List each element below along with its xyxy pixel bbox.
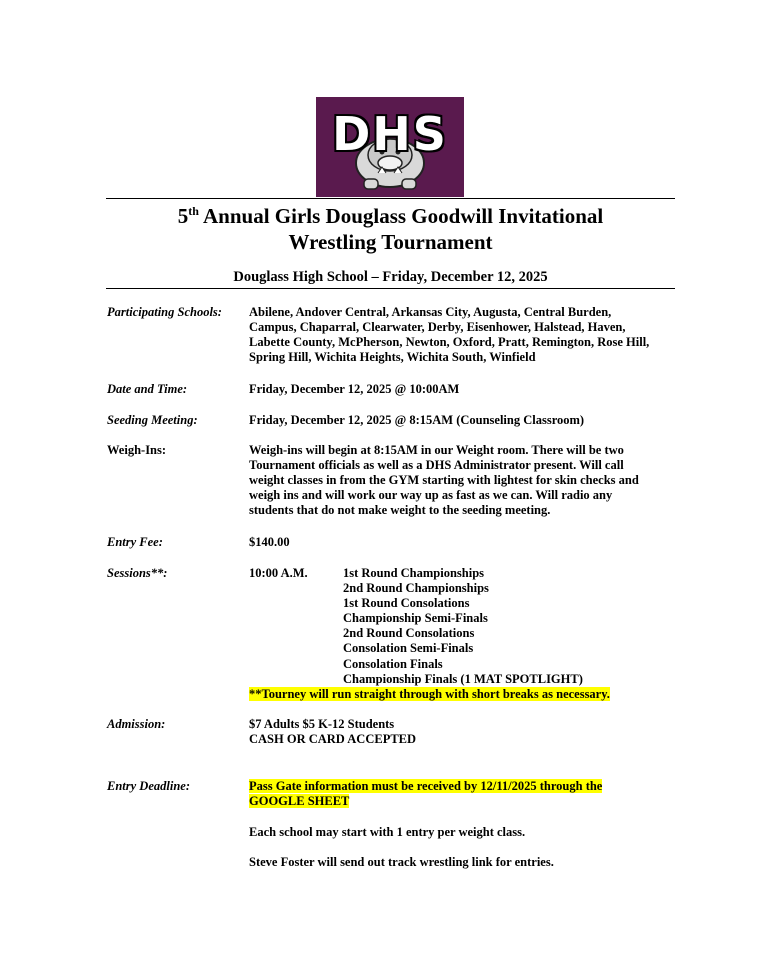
entry-note-2: Steve Foster will send out track wrestling link for entries. [249, 855, 554, 869]
seeding-value: Friday, December 12, 2025 @ 8:15AM (Counseling Classroom) [249, 413, 585, 427]
admission-value: $7 Adults $5 K-12 Students CASH OR CARD ACCEPTED [249, 717, 417, 746]
top-rule [106, 198, 675, 199]
list-item: 1st Round Consolations [343, 596, 470, 611]
admission-label: Admission: [107, 717, 166, 731]
list-item: Championship Finals (1 MAT SPOTLIGHT) [343, 671, 583, 686]
participating-value: Abilene, Andover Central, Arkansas City, Augusta, Central Burden, Campus, Chaparral, Clearwater, Derby, Eisenhower, Halstead, Haven, Labette County, McPherson, Newton, Oxford, Pratt, Remington, Rose Hill, Spring Hill, Wichita Heights, Wichita South, Winfield [249, 305, 650, 364]
session-rounds [343, 566, 583, 687]
list-item: 2nd Round Championships [343, 581, 489, 596]
entry-deadline-label: Entry Deadline: [107, 779, 190, 793]
entry-deadline-value: Pass Gate information must be received by 12/11/2025 through the GOOGLE SHEET [249, 779, 603, 808]
participating-label: Participating Schools: [107, 305, 222, 319]
list-item: Consolation Finals [343, 656, 443, 671]
sessions-note: **Tourney will run straight through with short breaks as necessary. [249, 687, 610, 701]
weigh-ins-value: Weigh-ins will begin at 8:15AM in our Weight room. There will be two Tournament officials as well as a DHS Administrator present. Will call weight classes in from the GYM starting with lightest for skin checks and weigh ins and will work our way up as fast as we can. Will radio any students that do not make weight to the seeding meeting. [249, 443, 639, 517]
date-time-value: Friday, December 12, 2025 @ 10:00AM [249, 382, 460, 396]
list-item: 1st Round Championships [343, 566, 485, 580]
subtitle-rule [106, 288, 675, 289]
dhs-bulldog-logo [316, 97, 464, 197]
sessions-label: Sessions**: [107, 566, 168, 580]
entry-note-1: Each school may start with 1 entry per weight class. [249, 825, 526, 839]
seeding-label: Seeding Meeting: [107, 413, 198, 427]
date-time-label: Date and Time: [107, 382, 188, 396]
logo-letters: DHS [332, 107, 448, 161]
session-time: 10:00 A.M. [249, 566, 308, 580]
page-title: 5th Annual Girls Douglass Goodwill Invitational Wrestling Tournament [177, 204, 604, 254]
entry-fee-value: $140.00 [249, 535, 290, 549]
list-item: Consolation Semi-Finals [343, 641, 474, 656]
list-item: 2nd Round Consolations [343, 626, 475, 641]
event-subtitle: Douglass High School – Friday, December 12, 2025 [233, 269, 548, 285]
weigh-ins-label: Weigh-Ins: [107, 443, 167, 457]
list-item: Championship Semi-Finals [343, 611, 488, 626]
entry-fee-label: Entry Fee: [107, 535, 163, 549]
